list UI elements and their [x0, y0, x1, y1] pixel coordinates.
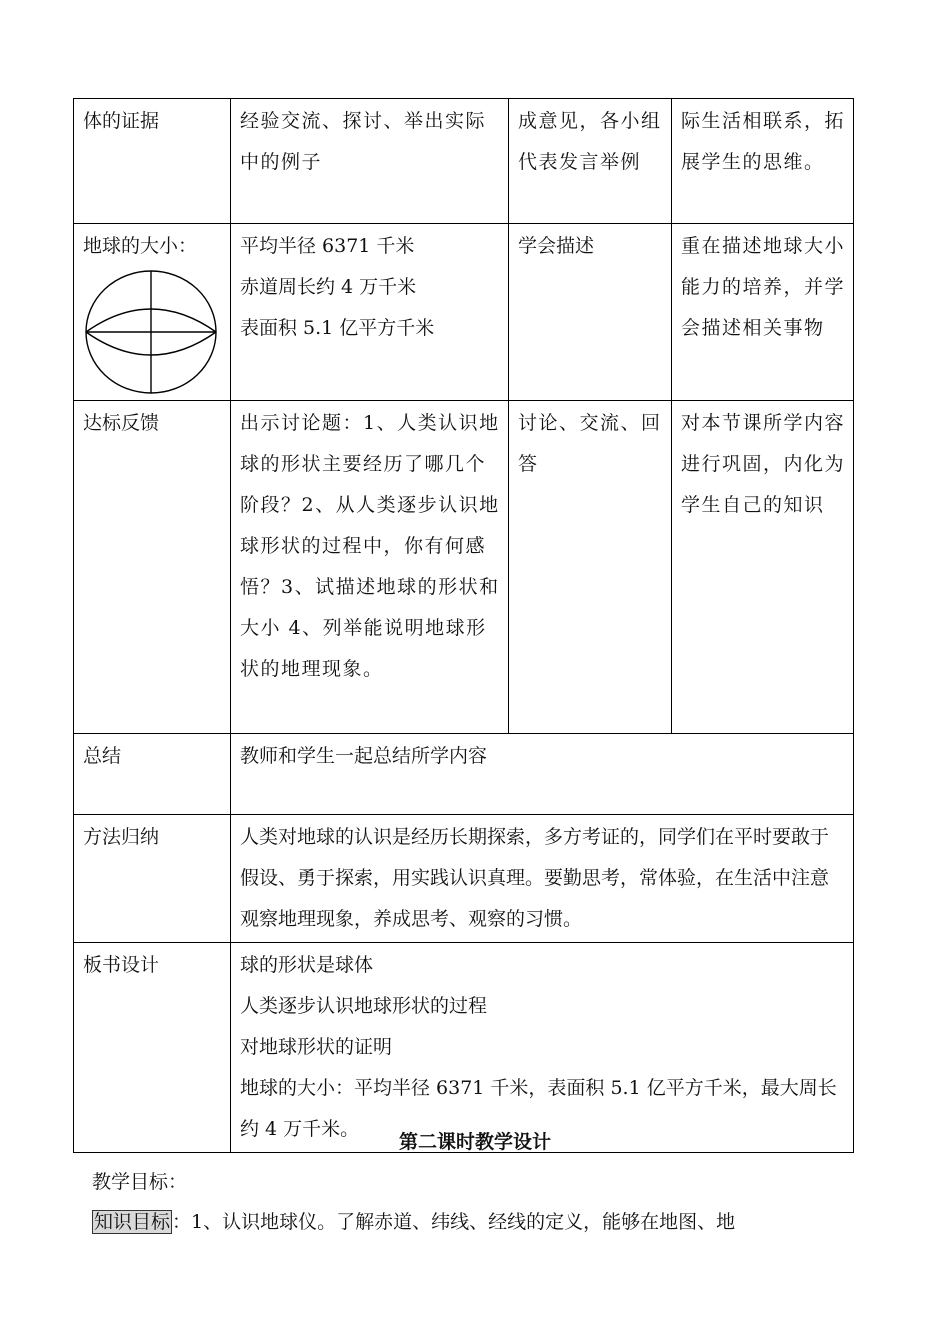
- knowledge-goal-line: [92, 1207, 735, 1237]
- cell-design-intent: 重在描述地球大小能力的培养，并学会描述相关事物: [672, 224, 854, 401]
- cell-design-intent: 对本节课所学内容进行巩固，内化为学生自己的知识: [672, 401, 854, 734]
- globe-diagram-icon: [83, 268, 219, 398]
- cell-teacher-activity: [231, 224, 509, 401]
- cell-stage: 达标反馈: [74, 401, 231, 734]
- table-row: [74, 815, 854, 943]
- table-row: [74, 943, 854, 1153]
- teaching-goal-label: 教学目标：: [92, 1171, 188, 1193]
- cell-stage: 总结: [74, 734, 231, 815]
- earth-radius-line: 平均半径 6371 千米: [240, 235, 415, 257]
- cell-teacher-activity: 出示讨论题：1、人类认识地球的形状主要经历了哪几个阶段？2、从人类逐步认识地球形状的过程中，你有何感悟？3、试描述地球的形状和大小 4、列举能说明地球形状的地理现象。: [231, 401, 509, 734]
- surface-area-line: 表面积 5.1 亿平方千米: [240, 317, 435, 339]
- table-row: [74, 224, 854, 401]
- board-line: 对地球形状的证明: [240, 1036, 393, 1058]
- cell-stage: 方法归纳: [74, 815, 231, 943]
- table-row: [74, 99, 854, 224]
- knowledge-goal-label: 知识目标: [94, 1211, 171, 1233]
- earth-size-label: 地球的大小：: [83, 235, 198, 257]
- equator-length-line: 赤道周长约 4 万千米: [240, 276, 417, 298]
- table-row: [74, 734, 854, 815]
- board-line: 地球的大小：平均半径 6371 千米，表面积 5.1 亿平方千米，最大周长约 4 万千米。: [240, 1077, 837, 1140]
- cell-method-content: 人类对地球的认识是经历长期探索，多方考证的，同学们在平时要敢于假设、勇于探索，用实践认识真理。要勤思考，常体验，在生活中注意观察地理现象，养成思考、观察的习惯。: [231, 815, 854, 943]
- knowledge-goal-text: ：1、认识地球仪。了解赤道、纬线、经线的定义，能够在地图、地: [172, 1211, 736, 1233]
- cell-summary-content: 教师和学生一起总结所学内容: [231, 734, 854, 815]
- section-title: 第二课时教学设计: [398, 1131, 551, 1153]
- cell-board-design: [231, 943, 854, 1153]
- cell-design-intent: 际生活相联系，拓展学生的思维。: [672, 99, 854, 224]
- cell-stage: 板书设计: [74, 943, 231, 1153]
- table-row: [74, 401, 854, 734]
- lesson-plan-table: [73, 98, 854, 1153]
- board-line: 人类逐步认识地球形状的过程: [240, 995, 488, 1017]
- cell-student-activity: 学会描述: [509, 224, 672, 401]
- cell-stage: [74, 224, 231, 401]
- cell-stage: 体的证据: [74, 99, 231, 224]
- cell-student-activity: 讨论、交流、回答: [509, 401, 672, 734]
- board-line: 球的形状是球体: [240, 954, 374, 976]
- cell-student-activity: 成意见，各小组代表发言举例: [509, 99, 672, 224]
- cell-teacher-activity: 经验交流、探讨、举出实际中的例子: [231, 99, 509, 224]
